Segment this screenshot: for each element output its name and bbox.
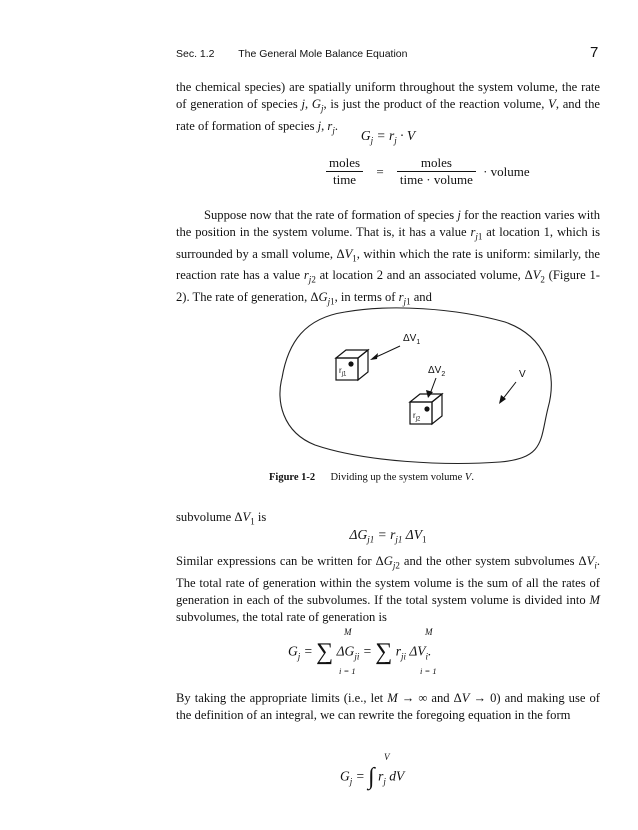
label-dv1: $\Delta V_1$ (403, 333, 421, 346)
paragraph-intro: the chemical species) are spatially uniform throughout the system volume, the rate of generation of species j, $G_j$, is just the product of the reaction volume, V, and the rate of formation of species j, $r_j$. (176, 80, 601, 136)
system-volume-boundary (280, 308, 551, 464)
units-lhs: $\frac{\text{moles}}{\text{time}}$ (326, 155, 363, 188)
equation-integral: $G_j$ = ∫ $r_j$ dV (340, 764, 405, 790)
figure-caption-label: Figure 1-2 (269, 472, 316, 483)
label-dv2: $\Delta V_2$ (428, 365, 446, 378)
label-v: V (519, 369, 526, 380)
section-number: Sec. 1.2 (176, 48, 215, 60)
sum2-lower: i = 1 (420, 666, 437, 676)
equation-total-generation: $G_j$ = ∑ $\Delta G_{ji}$ = ∑ $r_{ji}$ $\Delta V_i$. (288, 639, 432, 665)
equation-generation: $G_j = r_j \cdot V$ (360, 128, 416, 146)
section-title: The General Mole Balance Equation (238, 48, 408, 60)
paragraph-suppose: Suppose now that the rate of formation of species j for the reaction varies with the position in the system volume. That is, it has a value $r_{j1}$ at location 1, which is surrounded by a small volume, $\Delta V_1$, within which the rate is uniform: similarly, the reaction rate has a value $r_{j2}$ at location 2 and an associated volume, $\Delta V_2$ (Figure 1-2). The rate of generation, $\Delta G_{j1}$, in terms of $r_{j1}$ and (176, 208, 601, 307)
arrow-v (502, 382, 516, 400)
sum2-upper: M (425, 627, 433, 637)
arrow-dv1 (374, 346, 400, 358)
label-rj2: $r_{j2}$ (413, 411, 421, 423)
sum1-upper: M (344, 627, 352, 637)
paragraph-similar: Similar expressions can be written for $\Delta G_{j2}$ and the other system subvolumes $\Delta V_i$. The total rate of generation within the system volume is the sum of all the rates of generation in each of the subvolumes. If the total system volume is divided into M subvolumes, the total rate of generation is (176, 554, 600, 624)
units-rhs: $\frac{\text{moles}}{\text{time · volume}}$ (397, 155, 476, 188)
label-rj1: $r_{j1}$ (339, 366, 347, 378)
equation-delta-g: $\Delta G_{j1} = r_{j1}$ $\Delta V_1$ (349, 527, 427, 545)
integral-upper: V (384, 752, 390, 762)
figure-caption-text: Dividing up the system volume V. (330, 472, 474, 483)
paragraph-limits: By taking the appropriate limits (i.e., let M → ∞ and ΔV → 0) and making use of the definition of an integral, we can rewrite the foregoing equation in the form (176, 691, 601, 722)
point-location-2 (424, 406, 429, 411)
figure-caption (269, 472, 474, 483)
subvolume-text: subvolume $\Delta V_1$ is (176, 510, 267, 527)
units-equation: $\frac{\text{moles}}{\text{time}}$ = $\frac{\text{moles}}{\text{time · volume}}$ · volume (326, 155, 530, 188)
page-number: 7 (590, 44, 599, 61)
point-location-1 (348, 361, 353, 366)
sum1-lower: i = 1 (339, 666, 356, 676)
